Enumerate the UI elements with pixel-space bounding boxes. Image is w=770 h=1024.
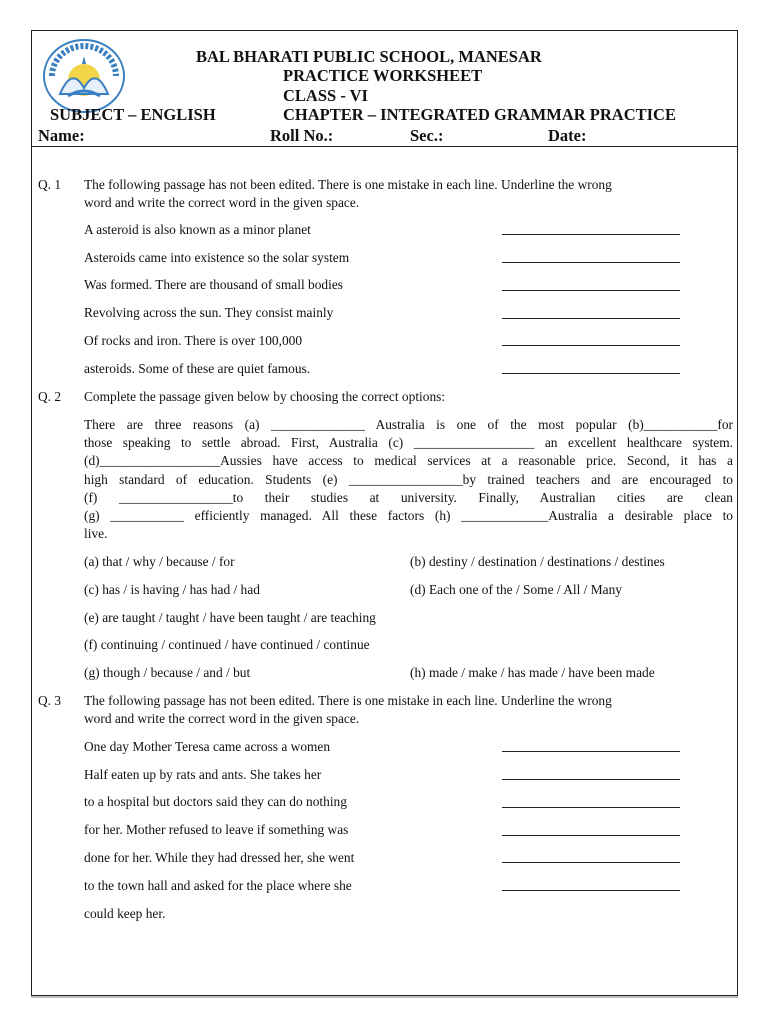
q1-line: Of rocks and iron. There is over 100,000: [84, 333, 303, 348]
q1-answer-blank[interactable]: [502, 290, 680, 291]
header-divider: [31, 146, 738, 147]
q3-answer-blank[interactable]: [502, 807, 680, 808]
q2-option-d: (d) Each one of the / Some / All / Many: [410, 582, 622, 597]
q1-line: asteroids. Some of these are quiet famous.: [84, 361, 311, 376]
chapter-label: CHAPTER – INTEGRATED GRAMMAR PRACTICE: [283, 105, 676, 124]
q1-number: Q. 1: [38, 177, 62, 192]
q1-line: Revolving across the sun. They consist mainly: [84, 305, 334, 320]
q2-passage: [84, 416, 733, 543]
q3-line: done for her. While they had dressed her, she went: [84, 850, 355, 865]
q2-passage-line: (f) _________________to their studies at university. Finally, Australian cities are clean: [84, 489, 733, 505]
q2-option-e: (e) are taught / taught / have been taught / are teaching: [84, 610, 376, 625]
q3-instruction: The following passage has not been edited. There is one mistake in each line. Underline the wrong: [84, 693, 612, 708]
q2-number: Q. 2: [38, 389, 62, 404]
q1-answer-blank[interactable]: [502, 373, 680, 374]
q1-line: Was formed. There are thousand of small bodies: [84, 277, 343, 292]
q3-number: Q. 3: [38, 693, 62, 708]
name-label: Name:: [38, 126, 85, 145]
q2-option-a: (a) that / why / because / for: [84, 554, 235, 569]
q1-instruction: The following passage has not been edited. There is one mistake in each line. Underline the wrong: [84, 177, 612, 192]
q3-line: to a hospital but doctors said they can do nothing: [84, 794, 347, 809]
q2-instruction: Complete the passage given below by choosing the correct options:: [84, 389, 446, 404]
q2-passage-line: (d)__________________Aussies have access to medical services at a reasonable price. Second, it has a: [84, 453, 733, 469]
school-name: BAL BHARATI PUBLIC SCHOOL, MANESAR: [196, 47, 542, 66]
section-label: Sec.:: [410, 126, 444, 145]
q3-answer-blank[interactable]: [502, 862, 680, 863]
q2-option-c: (c) has / is having / has had / had: [84, 582, 260, 597]
q3-line: for her. Mother refused to leave if something was: [84, 822, 349, 837]
q2-option-h: (h) made / make / has made / have been made: [410, 665, 655, 680]
q3-answer-blank[interactable]: [502, 779, 680, 780]
subject-label: SUBJECT – ENGLISH: [50, 105, 216, 124]
class-label: CLASS - VI: [283, 86, 368, 105]
q2-option-g: (g) though / because / and / but: [84, 665, 251, 680]
q2-passage-line: live.: [84, 526, 108, 542]
q3-line: Half eaten up by rats and ants. She takes her: [84, 767, 322, 782]
q1-line: A asteroid is also known as a minor planet: [84, 222, 311, 237]
roll-label: Roll No.:: [270, 126, 334, 145]
q1-answer-blank[interactable]: [502, 234, 680, 235]
page-border-shadow: [31, 996, 738, 998]
q1-answer-blank[interactable]: [502, 262, 680, 263]
q3-last-line: could keep her.: [84, 906, 166, 921]
q1-instruction: word and write the correct word in the given space.: [84, 195, 360, 210]
q3-line: One day Mother Teresa came across a women: [84, 739, 331, 754]
q3-answer-blank[interactable]: [502, 890, 680, 891]
q3-answer-blank[interactable]: [502, 835, 680, 836]
q3-answer-blank[interactable]: [502, 751, 680, 752]
q2-passage-line: (g) ___________ efficiently managed. All these factors (h) _____________Australia a desirable place to: [84, 507, 733, 523]
q2-passage-line: high standard of education. Students (e) _________________by trained teachers and are encouraged to: [84, 471, 733, 487]
q3-line: to the town hall and asked for the place where she: [84, 878, 352, 893]
q1-answer-blank[interactable]: [502, 318, 680, 319]
school-crest-icon: [38, 36, 130, 116]
q2-passage-line: those speaking to settle abroad. First, Australia (c) __________________ an excellent healthcare system.: [84, 435, 733, 451]
q3-instruction: word and write the correct word in the given space.: [84, 711, 360, 726]
worksheet-title: PRACTICE WORKSHEET: [283, 66, 483, 85]
q2-option-b: (b) destiny / destination / destinations / destines: [410, 554, 665, 569]
q2-option-f: (f) continuing / continued / have continued / continue: [84, 637, 370, 652]
date-label: Date:: [548, 126, 587, 145]
q1-line: Asteroids came into existence so the solar system: [84, 250, 350, 265]
q1-answer-blank[interactable]: [502, 345, 680, 346]
q2-passage-line: There are three reasons (a) ______________ Australia is one of the most popular (b)___________for: [84, 417, 733, 432]
